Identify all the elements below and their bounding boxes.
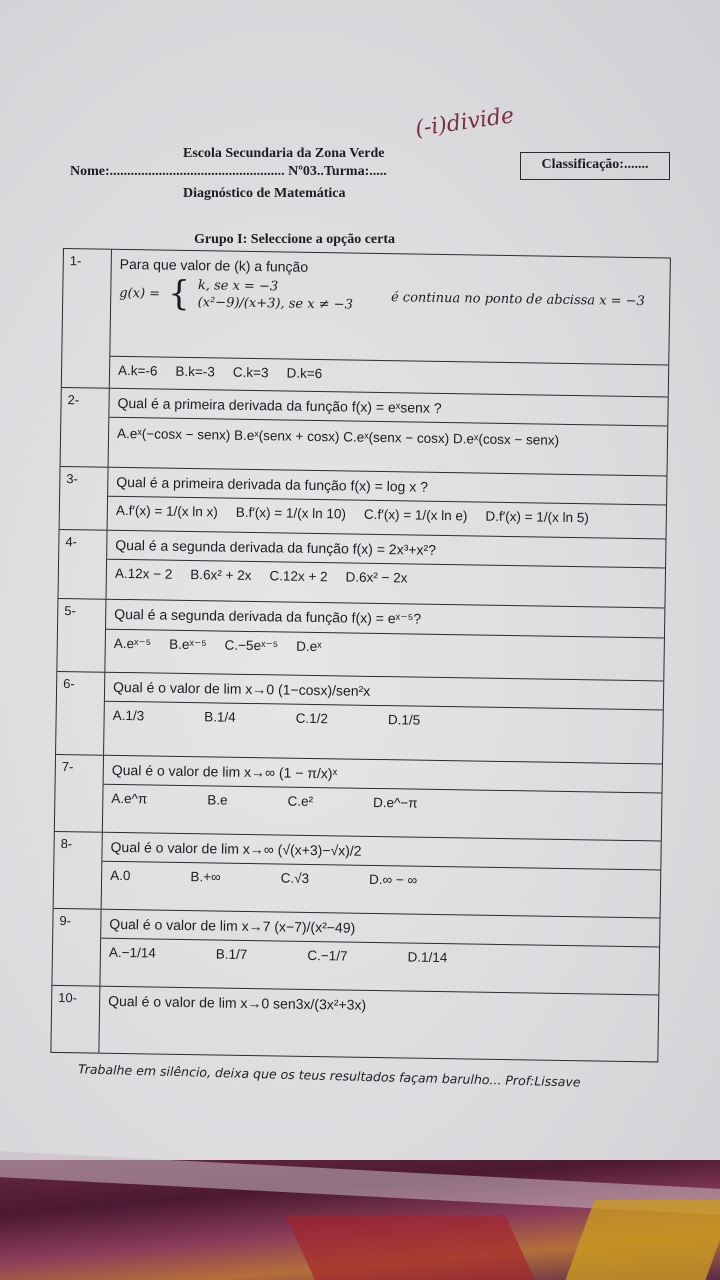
handwritten-note: (-i)divide — [413, 103, 516, 142]
question-text: Qual é o valor de lim x→∞ (1 − π/x)ˣ — [104, 756, 662, 794]
question-text: Qual é o valor de lim x→7 (x−7)/(x²−49) — [101, 910, 659, 948]
question-number: 7- — [55, 755, 104, 832]
question-number: 6- — [56, 672, 105, 755]
question-number: 3- — [60, 467, 109, 530]
question-row — [52, 909, 659, 996]
option-c[interactable]: C.√3 — [280, 870, 310, 886]
brace-symbol: { — [167, 273, 191, 314]
question-number: 4- — [59, 530, 108, 599]
option-d[interactable]: D.1/14 — [407, 949, 448, 966]
option-c[interactable]: C.−5eˣ⁻⁵ — [224, 637, 279, 654]
continuity-condition: é continua no ponto de abcissa x = −3 — [390, 289, 646, 309]
option-b[interactable]: B.+∞ — [190, 869, 221, 885]
option-a[interactable]: A.−1/14 — [108, 944, 156, 961]
question-text: Qual é a segunda derivada da função f(x) = eˣ⁻⁵? — [106, 600, 664, 639]
piece-case-2: (x²−9)/(x+3), se x ≠ −3 — [197, 295, 354, 313]
option-d[interactable]: D.e^−π — [372, 794, 418, 811]
option-c[interactable]: C.−1/7 — [307, 947, 348, 964]
option-c[interactable]: C.1/2 — [295, 710, 329, 727]
option-a[interactable]: A.1/3 — [112, 707, 145, 724]
option-d[interactable]: D.k=6 — [286, 365, 323, 382]
question-row — [54, 832, 661, 919]
question-text: Qual é o valor de lim x→0 (1−cosx)/sen²x — [105, 673, 663, 711]
option-c[interactable]: C.f′(x) = 1/(x ln e) — [363, 506, 468, 524]
option-c[interactable]: C.e² — [287, 793, 314, 809]
option-d[interactable]: D.eˣ — [296, 638, 322, 655]
question-number: 9- — [52, 909, 101, 986]
classification-box: Classificação:....... — [520, 152, 670, 180]
question-row — [58, 530, 665, 609]
school-name: Escola Secundaria da Zona Verde — [183, 146, 385, 161]
student-name-line: Nome:.................................................. Nº03..Turma:..... — [70, 164, 387, 179]
option-d[interactable]: D.∞ − ∞ — [368, 871, 418, 888]
option-a[interactable]: A.f′(x) = 1/(x ln x) — [115, 502, 218, 520]
question-text: Qual é o valor de lim x→0 sen3x/(3x²+3x) — [108, 992, 367, 1013]
questions-table — [50, 248, 671, 1062]
option-b[interactable]: B.1/7 — [215, 946, 248, 962]
option-c[interactable]: C.k=3 — [232, 364, 269, 381]
question-text: Qual é a primeira derivada da função f(x) = eˣsenx ? — [109, 389, 667, 427]
option-d[interactable]: D.1/5 — [387, 712, 421, 728]
question-text: Qual é o valor de lim x→∞ (√(x+3)−√x)/2 — [102, 833, 660, 871]
option-d[interactable]: D.6x² − 2x — [345, 569, 408, 586]
option-b[interactable]: B.eˣ⁻⁵ — [169, 636, 207, 653]
option-b[interactable]: B.1/4 — [204, 709, 236, 725]
question-row — [61, 388, 668, 477]
question-text: Qual é a segunda derivada da função f(x) = 2x³+x²? — [107, 531, 665, 569]
piece-case-1: k, se x = −3 — [197, 278, 279, 295]
option-b[interactable]: B.f′(x) = 1/(x ln 10) — [235, 504, 347, 522]
cloth-pattern — [565, 1200, 720, 1280]
option-d[interactable]: D.f′(x) = 1/(x ln 5) — [485, 508, 589, 526]
question-prompt: Para que valor de (k) a função — [119, 255, 309, 275]
option-b[interactable]: B.6x² + 2x — [190, 567, 252, 583]
option-a[interactable]: A.0 — [110, 867, 131, 884]
function-label: g(x) = — [119, 285, 161, 302]
cloth-pattern — [285, 1215, 535, 1280]
question-number: 8- — [54, 832, 103, 909]
question-number: 1- — [62, 249, 112, 388]
footer-note: Trabalhe em silêncio, deixa que os teus resultados façam barulho... Prof:Lissave — [77, 1061, 581, 1090]
question-number: 2- — [61, 388, 110, 467]
option-b[interactable]: B.k=-3 — [175, 363, 216, 380]
option-a[interactable]: A.eˣ⁻⁵ — [113, 635, 152, 652]
option-b[interactable]: B.e — [207, 792, 228, 808]
question-row — [57, 599, 664, 682]
test-title: Diagnóstico de Matemática — [183, 186, 346, 201]
question-row — [62, 249, 670, 398]
question-text: Qual é a primeira derivada da função f(x) = log x ? — [108, 468, 666, 506]
question-number: 10- — [51, 986, 100, 1053]
question-text — [110, 250, 670, 366]
question-row — [56, 672, 663, 765]
option-all[interactable]: A.eˣ(−cosx − senx) B.eˣ(senx + cosx) C.eˣ(senx − cosx) D.eˣ(cosx − senx) — [116, 425, 560, 448]
option-a[interactable]: A.k=-6 — [117, 362, 158, 379]
question-number: 5- — [57, 599, 106, 672]
option-a[interactable]: A.12x − 2 — [114, 565, 173, 582]
question-row — [55, 755, 662, 842]
piecewise-function — [119, 273, 661, 319]
group-title: Grupo I: Seleccione a opção certa — [194, 232, 396, 247]
background-cloth — [0, 1160, 720, 1280]
question-row — [51, 986, 658, 1062]
question-row — [60, 467, 667, 540]
option-a[interactable]: A.e^π — [111, 790, 148, 807]
option-c[interactable]: C.12x + 2 — [269, 568, 328, 585]
